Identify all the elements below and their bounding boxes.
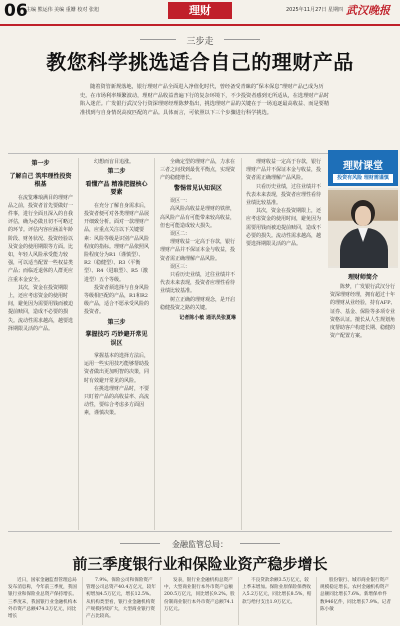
paragraph: 在流览琳琅满目的理财产品之前，投资者首先要做好一件事，进行全面且深入的自我评估，确为必做且切不可略过的环节。评估内容应涵盖年龄阶段、财务状况、投资经验以及资金的使用期限等方面。比如，年轻人风险承受能力较强，可以适当配置一些权益类产品；而临近退休的人群更应注重本金安全。 — [8, 194, 73, 283]
article-column-1 — [8, 158, 73, 530]
bottom-column-4 — [242, 577, 313, 625]
paragraph: 在充分了解自身需求后，投资者便可对各类理财产品展开细致分析。面对一款理财产品，应重点关注以下关键要素：风险等级是识别产品风险程度的指标。理财产品依照风险程度分为R1（谨慎型）、R2（稳健型）、R3（平衡型）、R4（进取型）、R5（激进型）五个等级。 — [84, 202, 149, 283]
article-headline: 教您科学挑选适合自己的理财产品 — [46, 50, 354, 74]
article-kicker: 三步走 — [186, 37, 214, 47]
paragraph: 误区三： — [170, 263, 191, 270]
paragraph: 在挑选理财产品时，不要只盯着产品的高收益率、高流动性，要综合考虑多方面因素，谨慎决策。 — [84, 385, 149, 417]
column-rule — [160, 577, 161, 625]
step-1-subtitle: 了解自己 筑牢理性投资根基 — [9, 172, 72, 188]
bottom-kicker: 金融监管总局： — [172, 540, 228, 549]
advisor-bio: 陈梦，广发银行武汉分行资深理财经理，拥有超过十年的理财从业经验，持有AFP、证券、基金、保险等多项专业资格认证。擅长从人生规划角度帮助客户构建长期、稳健的资产配置方案。 — [330, 284, 396, 340]
bottom-headline: 前三季度银行业和保险业资产稳步增长 — [72, 555, 328, 573]
paragraph: 高风险高收益是理财的铁律，高风险产品有可能带来较高收益，但也可能造成较大损失。 — [160, 206, 236, 229]
step-2-subtitle: 看懂产品 精准把握核心要素 — [85, 180, 148, 197]
paragraph: 投资者须选择与自身风险等级相匹配的产品，R1和R2级产品，适合不愿承受风险的投资者。 — [84, 284, 149, 316]
step-3-label: 第三步 — [107, 318, 126, 326]
paragraph: 近日，国家金融监督管理总局发布消息称，今年前三季度，我国银行业和保险业总资产保持增长。三季度末，我国银行业金融机构本外币资产总额474.3万亿元，同比增长 — [8, 578, 77, 620]
step-2-label: 第二步 — [107, 168, 126, 176]
bottom-column-2 — [86, 577, 157, 625]
paragraph: 只看历史业绩，过往业绩并不代表未来表现，投资者应理性看待业绩比较基准。 — [160, 271, 236, 295]
column-rule — [241, 158, 242, 530]
bottom-column-5 — [320, 577, 391, 625]
article-column-3 — [160, 158, 236, 530]
paragraph: 误区二： — [170, 230, 191, 237]
paragraph: 发表，银行业金融机构总资产中，大型商业银行本外币资产总额200.5万亿元，同比增长9.2%。股份制商业银行本外币资产总额74.1万亿元。 — [164, 578, 235, 612]
column-rule — [154, 158, 155, 530]
paragraph: 全确定型的理财产品，力求在三者之间找到最优平衡点，实现资产的稳健增长。 — [160, 159, 236, 182]
column-rule — [316, 577, 317, 625]
step-1-label: 第一步 — [31, 160, 50, 167]
page-number: 06 — [4, 1, 28, 21]
sidebar-banner-subtitle: 投资有风险 理财需谨慎 — [333, 174, 393, 183]
paragraph: 理财收益一定高于存款，银行理财产品并不保证本金与收益，投资者需正确理解产品风险。 — [160, 239, 236, 262]
bottom-column-3 — [164, 577, 235, 625]
sidebar-banner-title: 理财课堂 — [343, 161, 383, 172]
column-rule — [78, 158, 79, 530]
kicker-rule-right — [224, 39, 260, 40]
newspaper-logo: 武汉晚报 — [346, 4, 390, 17]
edition-credits: 主编 熊运伟 美编 重姗 校对 张旭 — [26, 7, 99, 13]
paragraph: 股份银行、城市商业银行资产规模稳定增长。农村金融机构资产总额同比增长7.6%。新增保单件数946亿件，同比增长7.9%。记者陈小敏 — [320, 578, 391, 612]
advisor-caption — [330, 283, 396, 340]
column-rule — [82, 577, 83, 625]
paragraph: 不良贷款余额3.5万亿元，较上季末增加。保险业原保险保费收入5.2万亿元，同比增长8.5%，赔款与给付支出1.9万亿元。 — [242, 578, 312, 605]
paragraph: 其次，资金在投资期限上，还应考虑资金的使用时间，避免因为需要用钱而被迫提前赎回，造成不必要的损失。流动性需求越高，越要选择期限灵活的产品。 — [246, 208, 322, 248]
bottom-column-1 — [8, 577, 79, 625]
issue-date: 2025年11月27日 星期四 — [286, 7, 344, 13]
article-column-4 — [246, 158, 322, 530]
column-rule — [238, 577, 239, 625]
advisor-photo-face — [355, 206, 371, 226]
bottom-kicker-rule-right — [240, 543, 280, 544]
article-column-2 — [84, 158, 149, 530]
bottom-divider — [8, 531, 392, 532]
paragraph: 误区一： — [170, 198, 191, 205]
paragraph: 掌握基本的选择方法后，运用一些实用技巧能够帮助投资者做出更加明智的决策，同时有效避开常见的风险。 — [84, 353, 149, 384]
section-label: 理财 — [168, 2, 232, 19]
step-3-subtitle: 掌握技巧 巧妙避开常见误区 — [85, 331, 148, 347]
misconceptions-subtitle: 警惕常见认知误区 — [173, 184, 222, 192]
paragraph: 树立正确的理财观念，是开启稳健投资之路的关键。 — [160, 296, 236, 311]
paragraph: 其次，资金在投资期限上，还应考虑资金的使用时间，避免因为需要用钱而被迫提前赎回，造成不必要的损失。流动性需求越高，越要选择期限灵活的产品。 — [8, 284, 73, 332]
paragraph: 只看历史业绩，过往业绩并不代表未来表现，投资者应理性看待业绩比较基准。 — [246, 183, 322, 207]
article-lead: 随着资管新规落地，银行理财产品全面进入净值化时代，曾经备受青睐的“保本保息”理财产品已成为历史。在市场利率频繁波动，理财产品收益普遍下行的复杂环境下，不少投资者感到无所适从，在选理财产品时陷入迷茫。广发银行武汉分行资深理财经理陈梦指出，挑选理财产品的关键在于一场追逐最高收益、而是要精准找到与自身情况高度匹配的产品。具体而言，可依照以下三个步骤进行科学挑选。 — [80, 84, 330, 116]
advisor-caption-title: 理财师简介 — [347, 274, 378, 281]
paragraph: 幻想而盲目追涨。 — [94, 159, 135, 165]
article-byline: 记者陈小敏 通讯员张夏琳 — [179, 314, 236, 321]
paragraph: 7.9%。保险公司和保险资产管理公司总资产40.4万亿元，较年初增加4.5万亿元，增长12.5%。从机构类型看，银行业金融机构资产规模持续扩大，大型商业银行资产占比较高。 — [86, 578, 156, 620]
paragraph: 理财收益一定高于存款，银行理财产品并不保证本金与收益，投资者需正确理解产品风险。 — [246, 159, 322, 182]
